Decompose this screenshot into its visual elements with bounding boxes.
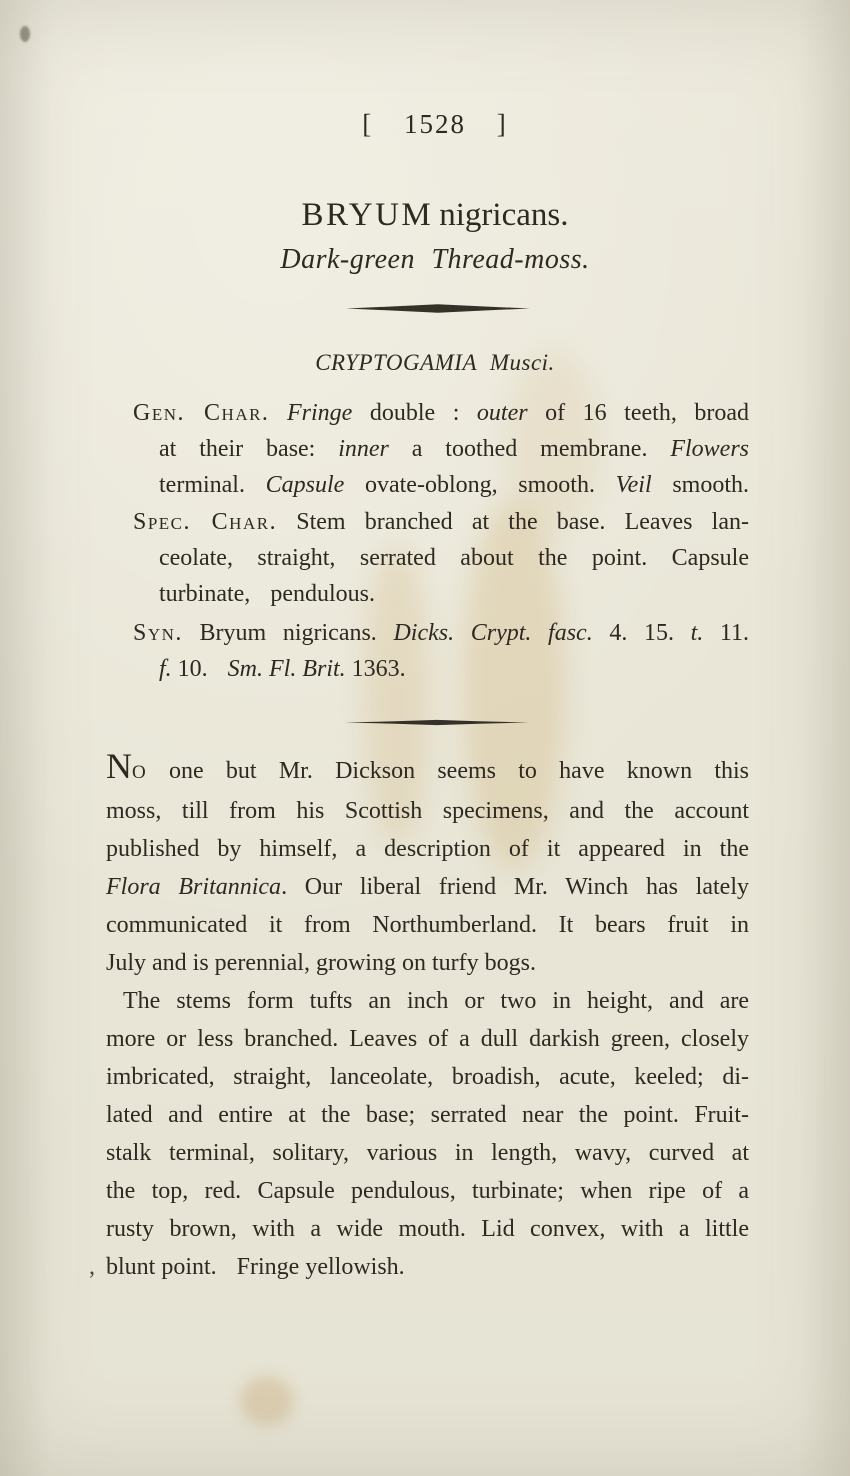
genus-name: BRYUM: [301, 197, 434, 233]
swelled-rule-divider-top: [346, 302, 530, 315]
synonyms-line: f. 10. Sm. Fl. Brit. 1363.: [159, 656, 406, 682]
paper-stain: [240, 1376, 294, 1426]
body-line: stalk terminal, solitary, various in length, wavy, curved at: [106, 1140, 749, 1166]
species-title: [20, 196, 850, 234]
body-line: , blunt point. Fringe yellowish.: [89, 1254, 405, 1280]
body-line: rusty brown, with a wide mouth. Lid convex, with a little: [106, 1216, 749, 1242]
specific-character-line: ceolate, straight, serrated about the point. Capsule: [159, 545, 749, 571]
body-line: July and is perennial, growing on turfy bogs.: [106, 950, 536, 976]
taxonomy-heading: CRYPTOGAMIA Musci.: [315, 350, 555, 375]
body-line: The stems form tufts an inch or two in height, and are: [123, 988, 749, 1014]
swelled-rule-divider-middle: [345, 718, 529, 727]
specific-character-line: Spec. Char. Stem branched at the base. Leaves lan-: [133, 509, 749, 535]
body-line: moss, till from his Scottish specimens, and the account: [106, 798, 749, 824]
body-line: NO one but Mr. Dickson seems to have known this: [106, 746, 749, 786]
body-line: lated and entire at the base; serrated near the point. Fruit-: [106, 1102, 749, 1128]
body-line: more or less branched. Leaves of a dull darkish green, closely: [106, 1026, 749, 1052]
generic-character-line: terminal. Capsule ovate-oblong, smooth. Veil smooth.: [159, 472, 749, 498]
generic-character-line: at their base: inner a toothed membrane. Flowers: [159, 436, 749, 462]
specific-character-section: [133, 504, 749, 612]
synonyms-section: [133, 615, 749, 687]
synonyms-line: Syn. Bryum nigricans. Dicks. Crypt. fasc. 4. 15. t. 11.: [133, 620, 750, 646]
paper-speck: [20, 26, 30, 42]
common-name: Dark-green Thread-moss.: [280, 244, 590, 275]
body-line: published by himself, a description of it appeared in the: [106, 836, 749, 862]
generic-character-section: [133, 395, 749, 503]
body-line: imbricated, straight, lanceolate, broadish, acute, keeled; di-: [106, 1064, 749, 1090]
body-line: the top, red. Capsule pendulous, turbinate; when ripe of a: [106, 1178, 749, 1204]
body-line: Flora Britannica. Our liberal friend Mr. Winch has lately: [106, 874, 749, 900]
description-text: [89, 746, 749, 1286]
page-number: [ 1528 ]: [362, 109, 508, 139]
species-epithet: nigricans.: [439, 197, 569, 233]
generic-character-line: Gen. Char. Fringe double : outer of 16 teeth, broad: [133, 400, 749, 426]
specific-character-line: turbinate, pendulous.: [159, 581, 375, 607]
body-line: communicated it from Northumberland. It bears fruit in: [106, 912, 749, 938]
